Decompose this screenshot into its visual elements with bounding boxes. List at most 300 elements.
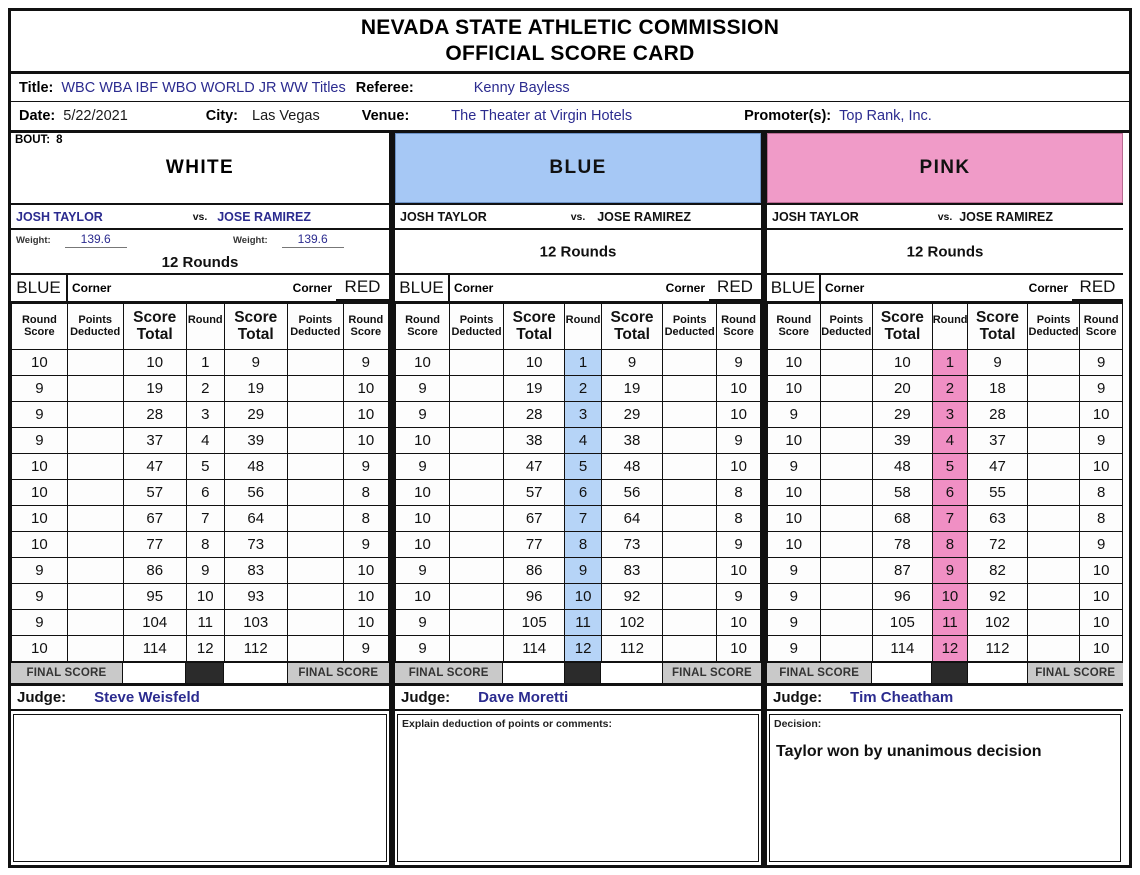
cell-red-score-total[interactable]: 38 (601, 428, 662, 454)
score-row (396, 402, 761, 428)
cell-blue-score-total[interactable]: 47 (504, 454, 565, 480)
cell-blue-score-total[interactable]: 77 (504, 532, 565, 558)
col-header-blue-points-deducted: Points Deducted (820, 304, 873, 350)
cell-blue-points-deducted[interactable] (67, 636, 123, 662)
cell-blue-points-deducted[interactable] (820, 350, 873, 376)
cell-red-round-score[interactable]: 9 (1080, 350, 1123, 376)
cell-red-round-score[interactable]: 10 (343, 610, 388, 636)
score-row (396, 454, 761, 480)
cell-blue-round-score[interactable]: 10 (396, 506, 450, 532)
cell-red-points-deducted[interactable] (663, 454, 717, 480)
cell-red-points-deducted[interactable] (663, 376, 717, 402)
cell-red-score-total[interactable]: 102 (968, 610, 1028, 636)
cell-round-number: 4 (932, 428, 968, 454)
cell-blue-score-total[interactable]: 48 (873, 454, 933, 480)
cell-red-score-total[interactable]: 18 (968, 376, 1028, 402)
cell-blue-points-deducted[interactable] (820, 376, 873, 402)
cell-blue-points-deducted[interactable] (450, 376, 504, 402)
cell-blue-points-deducted[interactable] (820, 402, 873, 428)
cell-red-round-score[interactable]: 8 (1080, 506, 1123, 532)
cell-blue-round-score[interactable]: 10 (768, 506, 821, 532)
cell-red-points-deducted[interactable] (1027, 402, 1080, 428)
cell-red-points-deducted[interactable] (663, 480, 717, 506)
cell-red-round-score[interactable]: 10 (343, 376, 388, 402)
final-score-divider (565, 663, 602, 684)
weight-blue-group (16, 232, 127, 246)
cell-blue-score-total[interactable]: 96 (873, 584, 933, 610)
cell-red-round-score[interactable]: 10 (1080, 610, 1123, 636)
cell-red-score-total[interactable]: 83 (601, 558, 662, 584)
score-row (396, 636, 761, 662)
cell-blue-round-score[interactable]: 10 (396, 532, 450, 558)
cell-red-score-total[interactable]: 64 (224, 506, 287, 532)
cell-red-round-score[interactable]: 10 (343, 428, 388, 454)
fighters-row (11, 205, 389, 230)
cell-round-number: 4 (186, 428, 224, 454)
cell-red-round-score[interactable]: 8 (343, 480, 388, 506)
cell-blue-round-score[interactable]: 10 (12, 506, 68, 532)
cell-blue-round-score[interactable]: 9 (396, 558, 450, 584)
cell-red-points-deducted[interactable] (1027, 454, 1080, 480)
cell-blue-points-deducted[interactable] (820, 558, 873, 584)
cell-red-round-score[interactable]: 9 (717, 428, 761, 454)
cell-blue-score-total[interactable]: 28 (123, 402, 186, 428)
score-row (396, 376, 761, 402)
cell-blue-points-deducted[interactable] (67, 584, 123, 610)
cell-red-round-score[interactable]: 9 (1080, 428, 1123, 454)
cell-round-number: 3 (565, 402, 602, 428)
cell-red-round-score[interactable]: 10 (343, 584, 388, 610)
judge-name: Dave Moretti (478, 689, 569, 707)
notes-area[interactable] (397, 714, 759, 862)
cell-red-round-score[interactable]: 10 (717, 402, 761, 428)
cell-blue-points-deducted[interactable] (820, 454, 873, 480)
cell-blue-points-deducted[interactable] (820, 428, 873, 454)
cell-red-points-deducted[interactable] (287, 454, 343, 480)
cell-red-score-total[interactable]: 82 (968, 558, 1028, 584)
cell-blue-points-deducted[interactable] (450, 402, 504, 428)
score-row (12, 376, 389, 402)
final-score-red-input[interactable] (224, 663, 288, 684)
cell-blue-points-deducted[interactable] (67, 402, 123, 428)
cell-red-points-deducted[interactable] (663, 558, 717, 584)
cell-red-score-total[interactable]: 73 (224, 532, 287, 558)
cell-red-round-score[interactable]: 9 (343, 350, 388, 376)
cell-red-score-total[interactable]: 112 (968, 636, 1028, 662)
cell-red-round-score[interactable]: 8 (1080, 480, 1123, 506)
score-row (768, 532, 1123, 558)
cell-blue-points-deducted[interactable] (67, 454, 123, 480)
rounds-count-label: 12 Rounds (906, 243, 984, 261)
cell-blue-round-score[interactable]: 9 (12, 428, 68, 454)
cell-blue-round-score[interactable]: 9 (396, 454, 450, 480)
notes-area[interactable] (769, 714, 1121, 862)
cell-red-round-score[interactable]: 10 (343, 558, 388, 584)
cell-red-score-total[interactable]: 112 (224, 636, 287, 662)
cell-blue-points-deducted[interactable] (450, 532, 504, 558)
cell-blue-score-total[interactable]: 38 (504, 428, 565, 454)
versus-label: vs. (570, 210, 586, 223)
cell-red-round-score[interactable]: 10 (717, 610, 761, 636)
cell-blue-points-deducted[interactable] (820, 480, 873, 506)
cell-red-round-score[interactable]: 9 (717, 350, 761, 376)
cell-blue-points-deducted[interactable] (820, 610, 873, 636)
score-row (768, 402, 1123, 428)
cell-blue-score-total[interactable]: 78 (873, 532, 933, 558)
cell-red-score-total[interactable]: 48 (224, 454, 287, 480)
col-header-blue-round-score: Round Score (768, 304, 821, 350)
cell-red-score-total[interactable]: 92 (968, 584, 1028, 610)
final-score-red-input[interactable] (601, 663, 662, 684)
cell-blue-round-score[interactable]: 10 (12, 350, 68, 376)
cell-blue-round-score[interactable]: 10 (768, 428, 821, 454)
cell-red-round-score[interactable]: 10 (343, 402, 388, 428)
cell-red-score-total[interactable]: 64 (601, 506, 662, 532)
cell-red-score-total[interactable]: 72 (968, 532, 1028, 558)
cell-blue-points-deducted[interactable] (450, 506, 504, 532)
cell-blue-score-total[interactable]: 86 (123, 558, 186, 584)
cell-blue-round-score[interactable]: 9 (768, 610, 821, 636)
cell-blue-score-total[interactable]: 57 (504, 480, 565, 506)
cell-red-score-total[interactable]: 9 (968, 350, 1028, 376)
cell-red-round-score[interactable]: 8 (717, 480, 761, 506)
cell-blue-round-score[interactable]: 10 (396, 428, 450, 454)
cell-blue-round-score[interactable]: 9 (768, 558, 821, 584)
cell-blue-score-total[interactable]: 77 (123, 532, 186, 558)
cell-red-points-deducted[interactable] (663, 402, 717, 428)
judge-panel-blue (389, 133, 761, 865)
city-label: City: (205, 108, 239, 125)
cell-blue-points-deducted[interactable] (67, 558, 123, 584)
cell-blue-round-score[interactable]: 9 (768, 584, 821, 610)
cell-blue-points-deducted[interactable] (450, 480, 504, 506)
cell-blue-score-total[interactable]: 20 (873, 376, 933, 402)
cell-red-round-score[interactable]: 9 (343, 454, 388, 480)
cell-blue-round-score[interactable]: 9 (12, 376, 68, 402)
cell-blue-round-score[interactable]: 10 (12, 454, 68, 480)
score-row (396, 610, 761, 636)
cell-red-score-total[interactable]: 28 (968, 402, 1028, 428)
cell-red-points-deducted[interactable] (663, 428, 717, 454)
score-row (768, 454, 1123, 480)
final-score-blue-input[interactable] (872, 663, 932, 684)
cell-blue-points-deducted[interactable] (820, 584, 873, 610)
cell-red-round-score[interactable]: 9 (343, 532, 388, 558)
score-table-white (11, 303, 389, 662)
cell-blue-round-score[interactable]: 10 (12, 480, 68, 506)
cell-blue-round-score[interactable]: 9 (12, 558, 68, 584)
cell-red-score-total[interactable]: 55 (968, 480, 1028, 506)
cell-red-points-deducted[interactable] (663, 532, 717, 558)
cell-blue-round-score[interactable]: 10 (768, 350, 821, 376)
cell-blue-score-total[interactable]: 10 (873, 350, 933, 376)
cell-red-score-total[interactable]: 103 (224, 610, 287, 636)
cell-red-score-total[interactable]: 47 (968, 454, 1028, 480)
cell-red-score-total[interactable]: 56 (601, 480, 662, 506)
judge-panels-row (11, 133, 1129, 865)
cell-blue-round-score[interactable]: 10 (768, 532, 821, 558)
cell-red-points-deducted[interactable] (663, 350, 717, 376)
corner-label-right: Corner (1028, 281, 1068, 296)
cell-blue-round-score[interactable]: 9 (396, 636, 450, 662)
cell-red-score-total[interactable]: 92 (601, 584, 662, 610)
final-score-red-input[interactable] (968, 663, 1028, 684)
cell-blue-score-total[interactable]: 114 (873, 636, 933, 662)
venue-value: The Theater at Virgin Hotels (451, 108, 633, 125)
cell-round-number: 1 (565, 350, 602, 376)
cell-blue-points-deducted[interactable] (67, 610, 123, 636)
score-row (12, 454, 389, 480)
cell-red-score-total[interactable]: 73 (601, 532, 662, 558)
cell-blue-score-total[interactable]: 114 (123, 636, 186, 662)
cell-blue-score-total[interactable]: 105 (873, 610, 933, 636)
cell-red-round-score[interactable]: 10 (1080, 454, 1123, 480)
cell-round-number: 5 (186, 454, 224, 480)
info-row-date (11, 102, 1129, 130)
cell-red-points-deducted[interactable] (663, 584, 717, 610)
cell-red-score-total[interactable]: 37 (968, 428, 1028, 454)
col-header-blue-score-total: Score Total (123, 304, 186, 350)
cell-red-points-deducted[interactable] (1027, 506, 1080, 532)
info-row-title (11, 74, 1129, 102)
cell-red-score-total[interactable]: 19 (601, 376, 662, 402)
cell-round-number: 8 (932, 532, 968, 558)
col-header-red-round-score: Round Score (717, 304, 761, 350)
cell-red-points-deducted[interactable] (1027, 584, 1080, 610)
final-score-label-right: FINAL SCORE (663, 663, 761, 684)
cell-blue-round-score[interactable]: 10 (396, 350, 450, 376)
cell-red-round-score[interactable]: 9 (1080, 376, 1123, 402)
notes-area[interactable] (13, 714, 387, 862)
corner-red-label: RED (336, 275, 389, 301)
cell-blue-points-deducted[interactable] (450, 636, 504, 662)
cell-blue-score-total[interactable]: 37 (123, 428, 186, 454)
decision-text: Taylor won by unanimous decision (776, 743, 1042, 761)
col-header-round: Round (565, 304, 602, 350)
cell-blue-score-total[interactable]: 10 (504, 350, 565, 376)
cell-blue-round-score[interactable]: 10 (12, 636, 68, 662)
cell-blue-points-deducted[interactable] (450, 454, 504, 480)
fighter-red-name: JOSE RAMIREZ (959, 209, 1053, 224)
cell-blue-round-score[interactable]: 10 (768, 480, 821, 506)
cell-blue-points-deducted[interactable] (820, 532, 873, 558)
cell-blue-round-score[interactable]: 10 (396, 584, 450, 610)
cell-red-points-deducted[interactable] (287, 506, 343, 532)
cell-red-score-total[interactable]: 29 (601, 402, 662, 428)
cell-red-points-deducted[interactable] (1027, 558, 1080, 584)
cell-blue-points-deducted[interactable] (67, 532, 123, 558)
col-header-round: Round (186, 304, 224, 350)
cell-blue-score-total[interactable]: 57 (123, 480, 186, 506)
cell-blue-score-total[interactable]: 29 (873, 402, 933, 428)
document-subtitle: OFFICIAL SCORE CARD (445, 41, 695, 65)
cell-red-score-total[interactable]: 9 (601, 350, 662, 376)
cell-blue-round-score[interactable]: 10 (396, 480, 450, 506)
cell-blue-round-score[interactable]: 9 (768, 402, 821, 428)
document-title-block (11, 11, 1129, 74)
judge-panel-pink (761, 133, 1123, 865)
cell-blue-score-total[interactable]: 39 (873, 428, 933, 454)
corner-header-row (395, 275, 761, 303)
cell-blue-score-total[interactable]: 104 (123, 610, 186, 636)
cell-red-points-deducted[interactable] (663, 610, 717, 636)
notes-hint-label: Explain deduction of points or comments: (402, 718, 613, 731)
final-score-label-left: FINAL SCORE (395, 663, 503, 684)
cell-blue-points-deducted[interactable] (450, 610, 504, 636)
cell-red-score-total[interactable]: 102 (601, 610, 662, 636)
cell-red-round-score[interactable]: 10 (1080, 402, 1123, 428)
cell-round-number: 7 (186, 506, 224, 532)
cell-blue-score-total[interactable]: 87 (873, 558, 933, 584)
final-score-label-left: FINAL SCORE (11, 663, 123, 684)
cell-red-points-deducted[interactable] (1027, 376, 1080, 402)
cell-blue-round-score[interactable]: 9 (396, 376, 450, 402)
cell-red-points-deducted[interactable] (287, 532, 343, 558)
cell-blue-round-score[interactable]: 10 (768, 376, 821, 402)
cell-blue-score-total[interactable]: 28 (504, 402, 565, 428)
cell-red-points-deducted[interactable] (1027, 610, 1080, 636)
cell-blue-points-deducted[interactable] (450, 350, 504, 376)
cell-blue-points-deducted[interactable] (820, 636, 873, 662)
cell-red-points-deducted[interactable] (287, 402, 343, 428)
score-row (768, 428, 1123, 454)
cell-blue-round-score[interactable]: 9 (396, 610, 450, 636)
cell-red-round-score[interactable]: 9 (717, 584, 761, 610)
cell-blue-round-score[interactable]: 10 (12, 532, 68, 558)
cell-blue-score-total[interactable]: 114 (504, 636, 565, 662)
final-score-row (11, 662, 389, 684)
cell-red-round-score[interactable]: 10 (717, 636, 761, 662)
cell-red-round-score[interactable]: 8 (717, 506, 761, 532)
cell-red-round-score[interactable]: 10 (717, 454, 761, 480)
cell-blue-points-deducted[interactable] (67, 376, 123, 402)
cell-blue-points-deducted[interactable] (67, 480, 123, 506)
rounds-count-label: 12 Rounds (539, 243, 617, 261)
final-score-blue-input[interactable] (503, 663, 564, 684)
score-row (396, 584, 761, 610)
cell-blue-round-score[interactable]: 9 (768, 454, 821, 480)
cell-blue-points-deducted[interactable] (450, 584, 504, 610)
cell-red-round-score[interactable]: 10 (717, 376, 761, 402)
cell-blue-score-total[interactable]: 19 (504, 376, 565, 402)
bout-info-section (11, 74, 1129, 133)
cell-red-score-total[interactable]: 39 (224, 428, 287, 454)
cell-blue-score-total[interactable]: 10 (123, 350, 186, 376)
cell-red-points-deducted[interactable] (287, 610, 343, 636)
cell-blue-points-deducted[interactable] (67, 350, 123, 376)
fighter-red-name: JOSE RAMIREZ (597, 209, 691, 224)
cell-blue-points-deducted[interactable] (450, 558, 504, 584)
cell-round-number: 5 (932, 454, 968, 480)
col-header-red-score-total: Score Total (968, 304, 1028, 350)
cell-blue-round-score[interactable]: 9 (12, 402, 68, 428)
cell-round-number: 7 (565, 506, 602, 532)
cell-red-score-total[interactable]: 29 (224, 402, 287, 428)
versus-label: vs. (937, 210, 953, 223)
cell-red-points-deducted[interactable] (663, 636, 717, 662)
cell-red-points-deducted[interactable] (1027, 350, 1080, 376)
fighter-blue-name: JOSH TAYLOR (400, 209, 487, 224)
cell-round-number: 6 (186, 480, 224, 506)
cell-red-round-score[interactable]: 10 (717, 558, 761, 584)
cell-blue-round-score[interactable]: 9 (12, 610, 68, 636)
cell-red-round-score[interactable]: 10 (1080, 584, 1123, 610)
corner-middle (450, 275, 709, 301)
score-row (396, 428, 761, 454)
cell-red-points-deducted[interactable] (287, 376, 343, 402)
col-header-red-points-deducted: Points Deducted (287, 304, 343, 350)
cell-red-round-score[interactable]: 9 (717, 532, 761, 558)
cell-blue-score-total[interactable]: 58 (873, 480, 933, 506)
cell-red-points-deducted[interactable] (287, 636, 343, 662)
col-header-blue-points-deducted: Points Deducted (450, 304, 504, 350)
cell-red-points-deducted[interactable] (1027, 636, 1080, 662)
cell-red-points-deducted[interactable] (287, 350, 343, 376)
cell-red-round-score[interactable]: 10 (1080, 636, 1123, 662)
cell-blue-score-total[interactable]: 86 (504, 558, 565, 584)
cell-red-points-deducted[interactable] (1027, 480, 1080, 506)
cell-blue-round-score[interactable]: 9 (768, 636, 821, 662)
cell-blue-score-total[interactable]: 67 (123, 506, 186, 532)
cell-blue-round-score[interactable]: 9 (396, 402, 450, 428)
cell-red-score-total[interactable]: 19 (224, 376, 287, 402)
cell-blue-points-deducted[interactable] (450, 428, 504, 454)
cell-blue-score-total[interactable]: 67 (504, 506, 565, 532)
cell-blue-score-total[interactable]: 19 (123, 376, 186, 402)
cell-red-points-deducted[interactable] (287, 584, 343, 610)
cell-blue-round-score[interactable]: 9 (12, 584, 68, 610)
cell-blue-score-total[interactable]: 47 (123, 454, 186, 480)
cell-red-round-score[interactable]: 10 (1080, 558, 1123, 584)
cell-blue-score-total[interactable]: 96 (504, 584, 565, 610)
cell-red-points-deducted[interactable] (287, 558, 343, 584)
cell-blue-score-total[interactable]: 95 (123, 584, 186, 610)
corner-blue-label: BLUE (11, 275, 68, 301)
cell-red-score-total[interactable]: 56 (224, 480, 287, 506)
cell-blue-score-total[interactable]: 105 (504, 610, 565, 636)
venue-label: Venue: (361, 108, 410, 125)
final-score-blue-input[interactable] (123, 663, 187, 684)
cell-red-score-total[interactable]: 9 (224, 350, 287, 376)
cell-blue-points-deducted[interactable] (67, 428, 123, 454)
judge-row (395, 684, 761, 711)
score-row (396, 350, 761, 376)
cell-red-score-total[interactable]: 48 (601, 454, 662, 480)
cell-round-number: 7 (932, 506, 968, 532)
cell-red-points-deducted[interactable] (287, 428, 343, 454)
cell-red-points-deducted[interactable] (663, 506, 717, 532)
cell-red-score-total[interactable]: 63 (968, 506, 1028, 532)
score-row (12, 506, 389, 532)
cell-red-points-deducted[interactable] (1027, 532, 1080, 558)
cell-red-score-total[interactable]: 83 (224, 558, 287, 584)
cell-round-number: 4 (565, 428, 602, 454)
cell-red-round-score[interactable]: 9 (1080, 532, 1123, 558)
cell-round-number: 5 (565, 454, 602, 480)
corner-header-row (767, 275, 1123, 303)
cell-red-round-score[interactable]: 9 (343, 636, 388, 662)
corner-label-right: Corner (665, 281, 705, 296)
cell-blue-points-deducted[interactable] (67, 506, 123, 532)
cell-red-points-deducted[interactable] (287, 480, 343, 506)
cell-red-round-score[interactable]: 8 (343, 506, 388, 532)
cell-blue-score-total[interactable]: 68 (873, 506, 933, 532)
col-header-blue-round-score: Round Score (12, 304, 68, 350)
cell-red-score-total[interactable]: 93 (224, 584, 287, 610)
cell-blue-points-deducted[interactable] (820, 506, 873, 532)
cell-red-points-deducted[interactable] (1027, 428, 1080, 454)
cell-red-score-total[interactable]: 112 (601, 636, 662, 662)
